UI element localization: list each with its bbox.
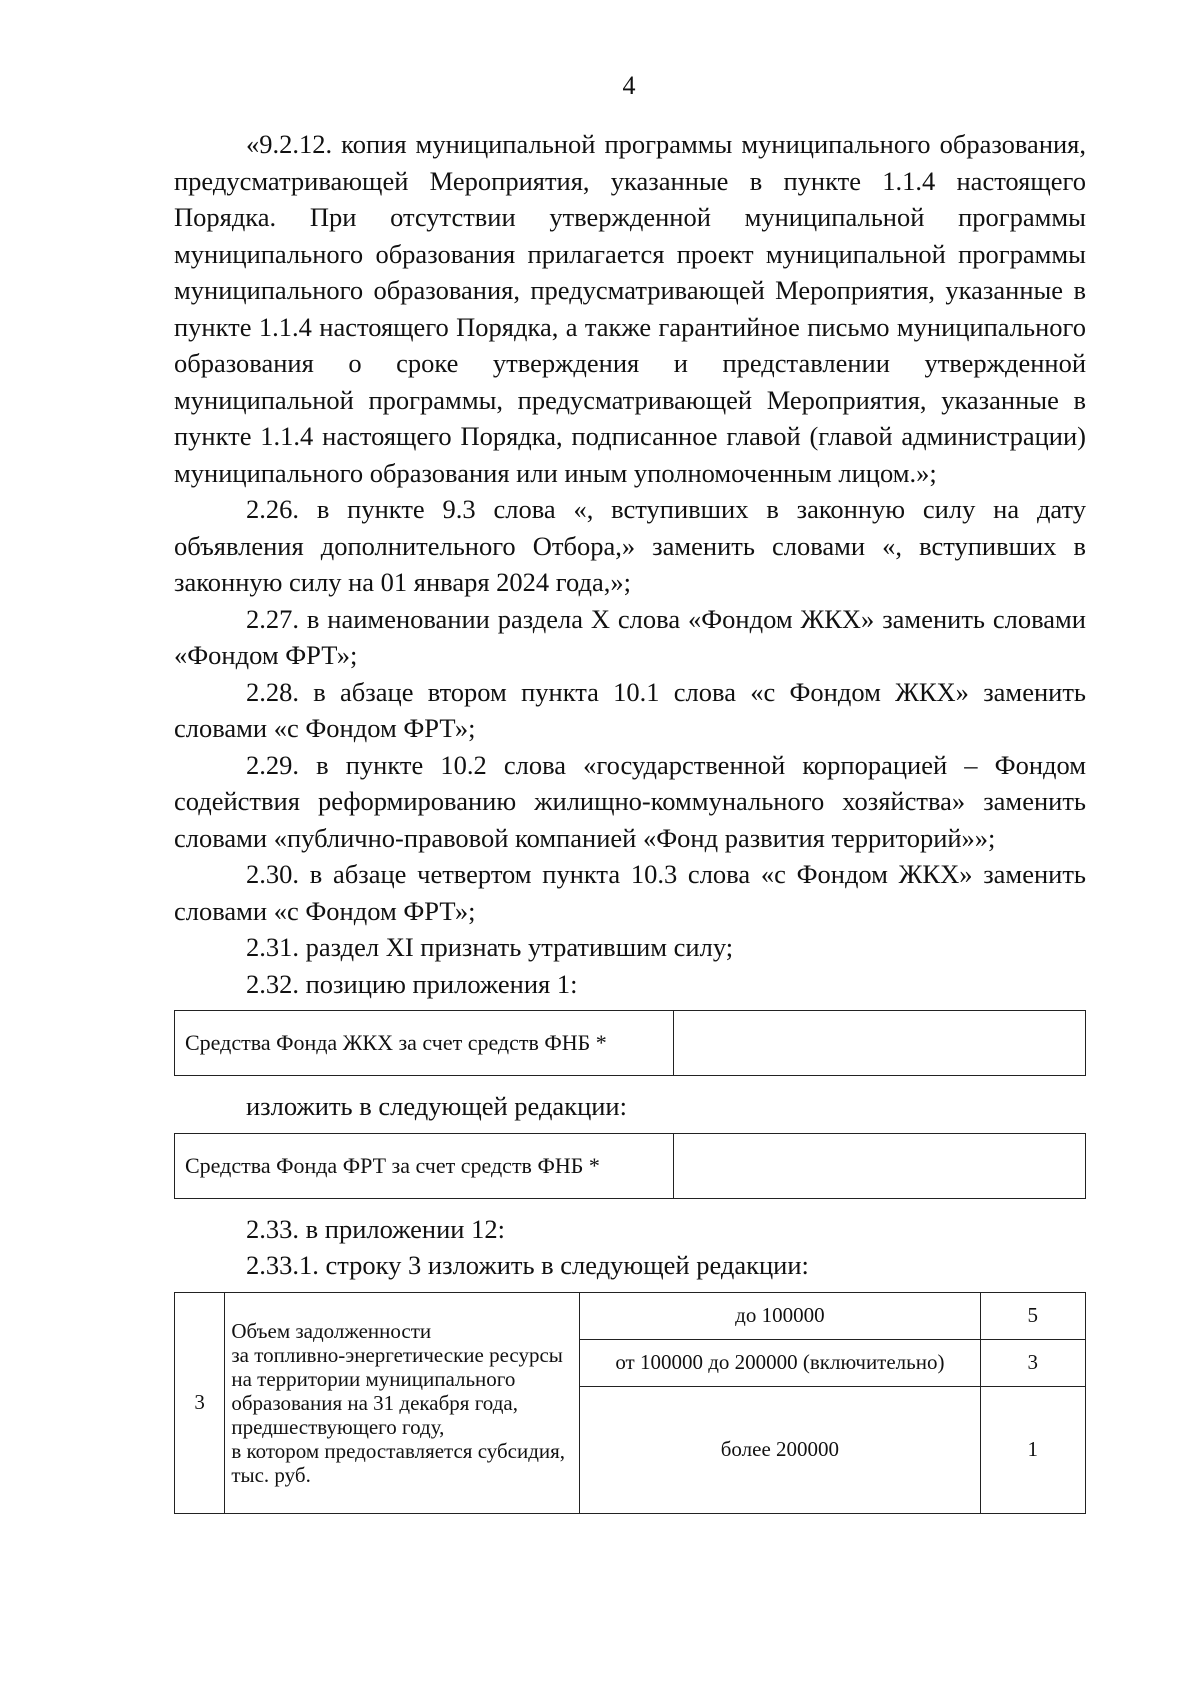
replace-text: изложить в следующей редакции: [246, 1091, 627, 1121]
criteria-row-number: 3 [175, 1292, 225, 1513]
criteria-table [174, 1292, 1086, 1514]
page-number: 4 [622, 71, 636, 100]
criteria-range-2: от 100000 до 200000 (включительно) [580, 1339, 980, 1386]
criteria-points-3: 1 [980, 1386, 1085, 1513]
paragraph-9-2-12: «9.2.12. копия муниципальной программы муниципального образования, предусматривающей Мероприятия, указанные в пункте 1.1.4 настоящего Порядка. При отсутствии утвержденной муниципальной программы муниципального образования прилагается проект муниципальной программы муниципального образования, предусматривающей Мероприятия, указанные в пункте 1.1.4 настоящего Порядка, а также гарантийное письмо муниципального образования о сроке утверждения и представлении утвержденной муниципальной программы, предусматривающей Мероприятия, указанные в пункте 1.1.4 настоящего Порядка, подписанное главой (главой администрации) муниципального образования или иным уполномоченным лицом.»; [174, 129, 1086, 488]
paragraph-2-29: 2.29. в пункте 10.2 слова «государственной корпорацией – Фондом содействия реформированию жилищно-коммунального хозяйства» заменить словами «публично-правовой компанией «Фонд развития территорий»»; [174, 749, 1086, 853]
document-body [174, 126, 1086, 1514]
paragraph-2-28: 2.28. в абзаце втором пункта 10.1 слова «с Фондом ЖКХ» заменить словами «с Фондом ФРТ»; [174, 676, 1086, 743]
paragraph-2-27: 2.27. в наименовании раздела X слова «Фондом ЖКХ» заменить словами «Фондом ФРТ»; [174, 603, 1086, 670]
paragraph-2-33: 2.33. в приложении 12: [246, 1213, 505, 1244]
new-position-label: Средства Фонда ФРТ за счет средств ФНБ * [175, 1133, 674, 1198]
criteria-range-3: более 200000 [580, 1386, 980, 1513]
old-position-table [174, 1010, 1086, 1076]
paragraph-2-33-1: 2.33.1. строку 3 изложить в следующей редакции: [246, 1250, 809, 1280]
criteria-name [225, 1292, 580, 1513]
table-row [175, 1133, 1086, 1198]
new-position-value [674, 1133, 1086, 1198]
paragraph-2-30: 2.30. в абзаце четвертом пункта 10.3 слова «с Фондом ЖКХ» заменить словами «с Фондом ФРТ»; [174, 859, 1086, 926]
criteria-name-text: Объем задолженности за топливно-энергетические ресурсы на территории муниципального образования на 31 декабря года, предшествующего году, в котором предоставляется субсидия, тыс. руб. [231, 1318, 566, 1487]
criteria-range-1: до 100000 [580, 1292, 980, 1339]
new-position-table [174, 1133, 1086, 1199]
paragraph-2-31: 2.31. раздел XI признать утратившим силу; [246, 932, 734, 962]
table-row [175, 1292, 1086, 1339]
criteria-points-1: 5 [980, 1292, 1085, 1339]
old-position-label: Средства Фонда ЖКХ за счет средств ФНБ * [175, 1011, 674, 1076]
criteria-points-2: 3 [980, 1339, 1085, 1386]
paragraph-2-32: 2.32. позицию приложения 1: [246, 968, 578, 999]
table-row [175, 1011, 1086, 1076]
old-position-value [674, 1011, 1086, 1076]
paragraph-2-26: 2.26. в пункте 9.3 слова «, вступивших в законную силу на дату объявления дополнительного Отбора,» заменить словами «, вступивших в законную силу на 01 января 2024 года,»; [174, 494, 1086, 597]
